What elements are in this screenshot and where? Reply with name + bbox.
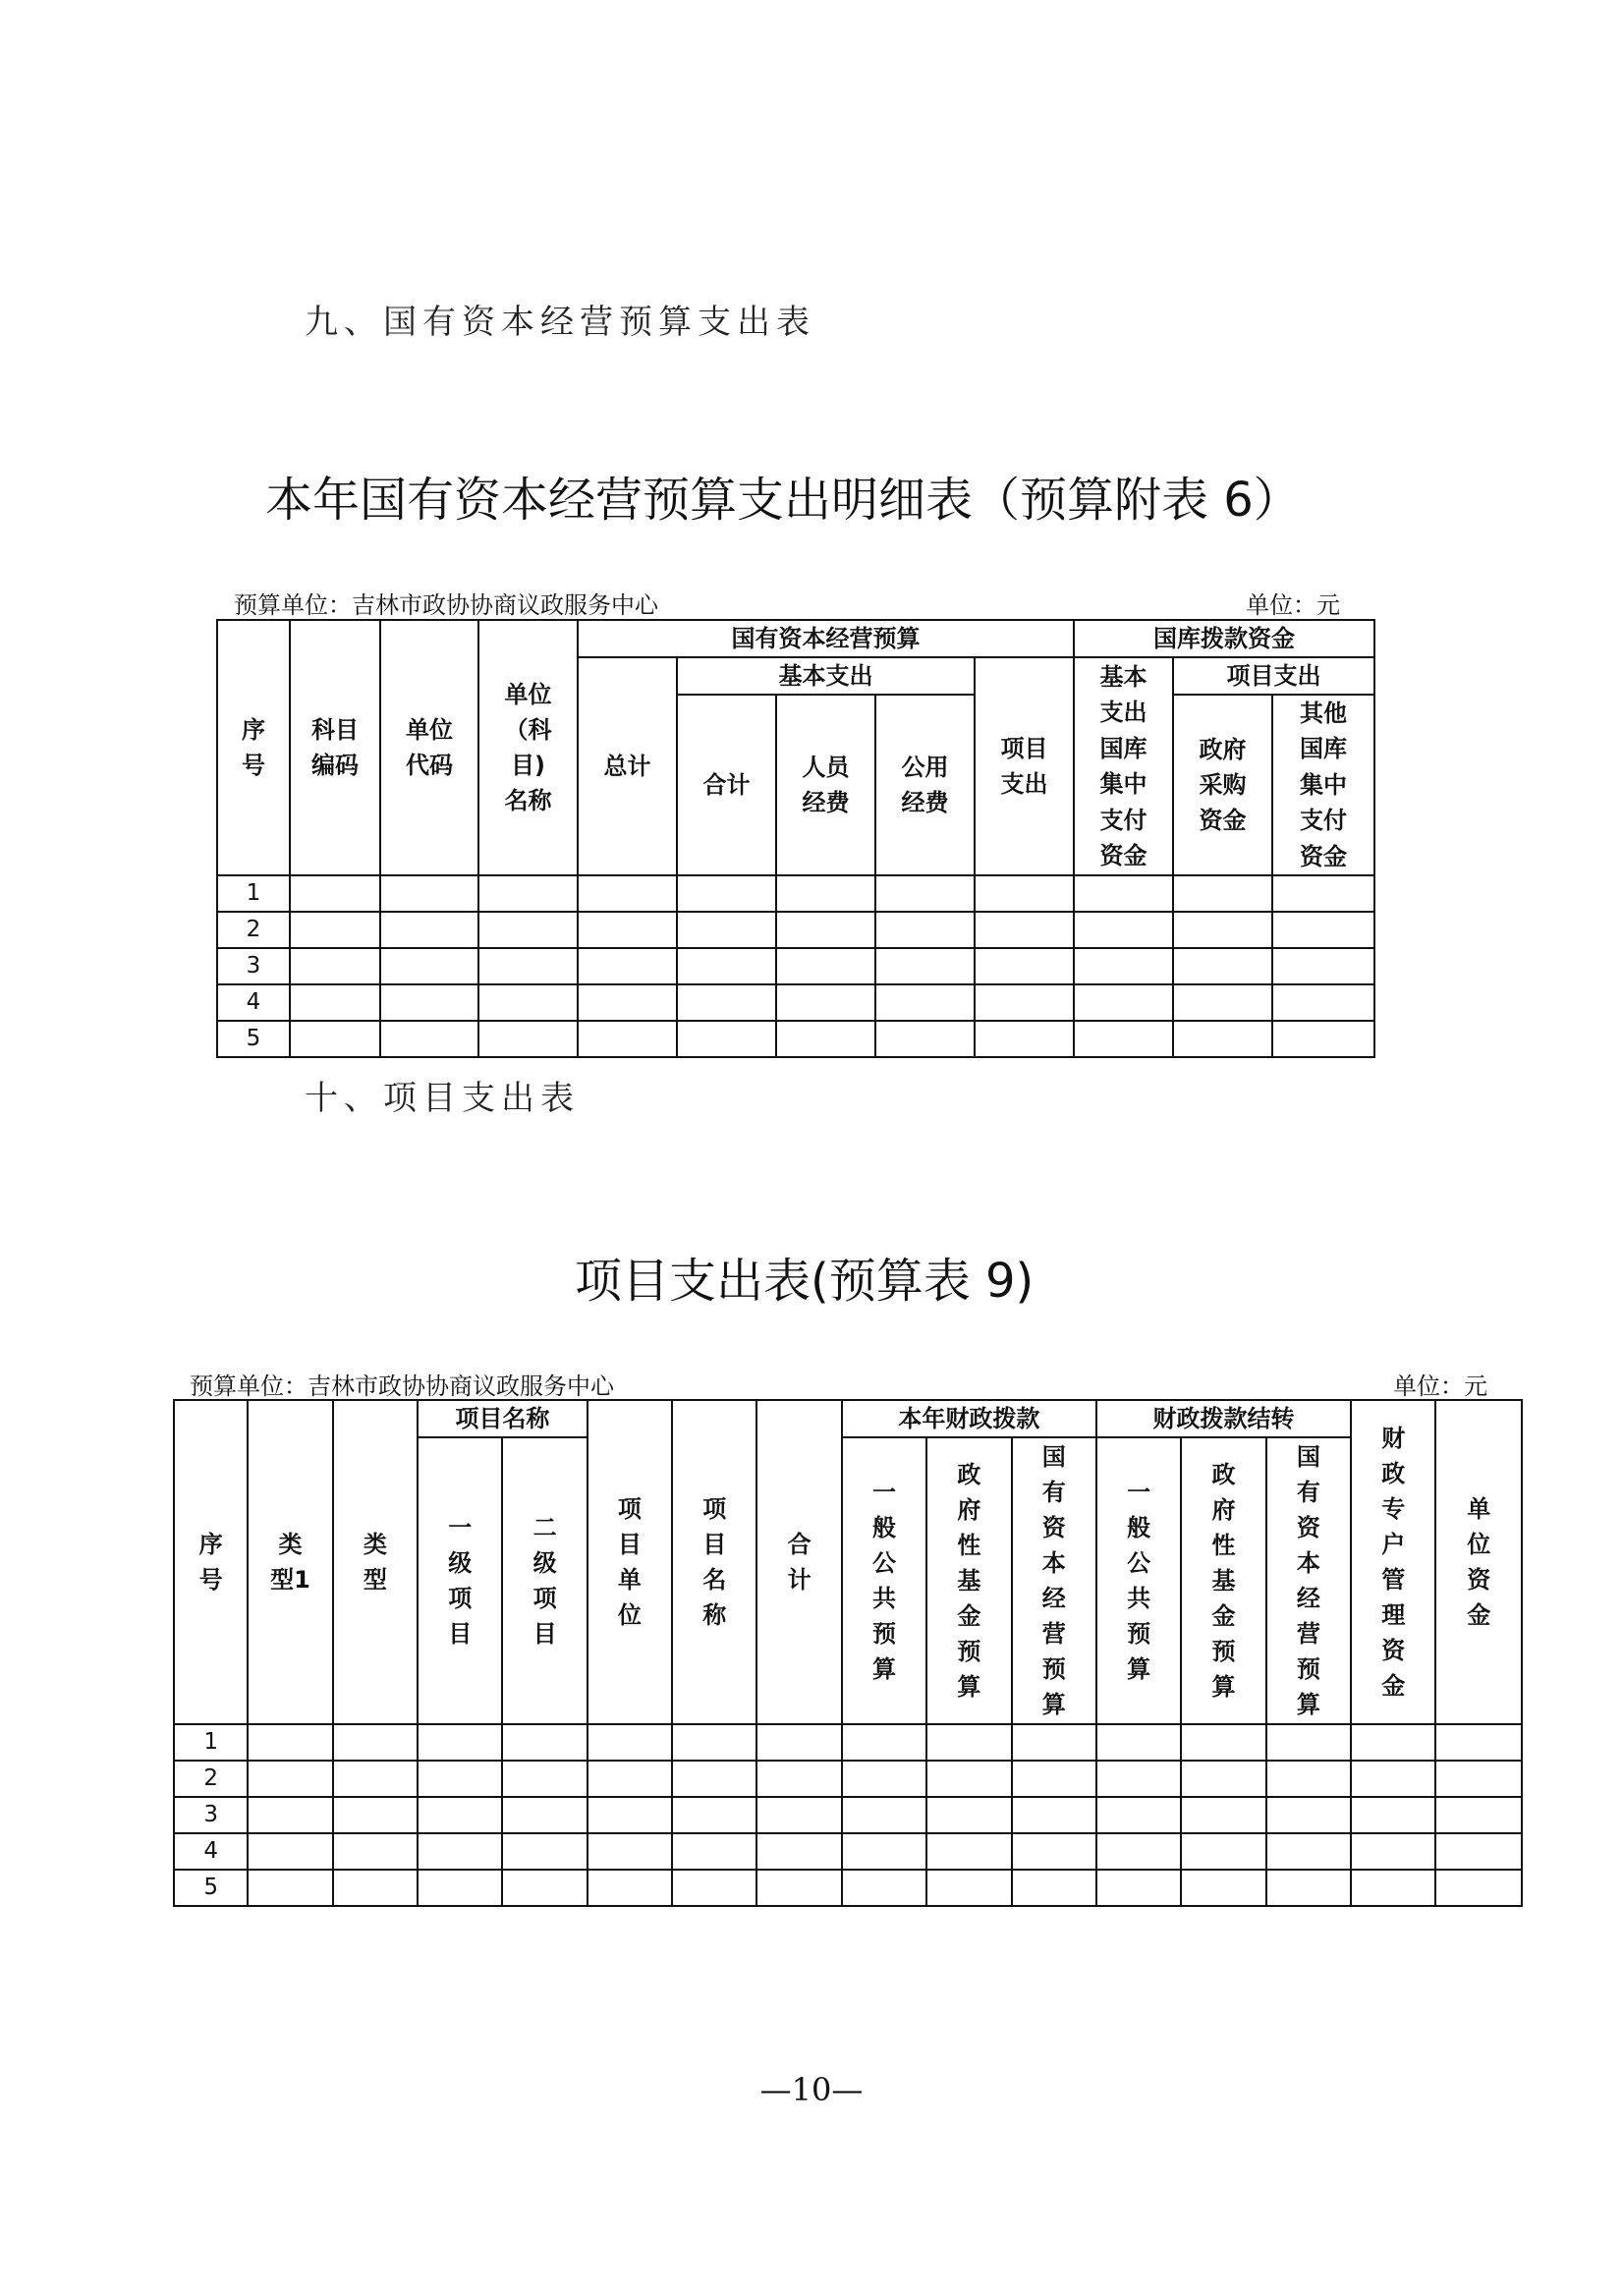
soe-budget-expense-table (216, 619, 1375, 1058)
header-total: 总计 (578, 657, 677, 875)
row-seq: 3 (174, 1797, 248, 1833)
header-unit-fund: 单位资金 (1435, 1400, 1522, 1724)
header-level1-project: 一级项目 (418, 1437, 502, 1724)
header-project-name: 项目名称 (672, 1400, 756, 1724)
table-row (217, 1021, 1374, 1057)
header-group-treasury: 国库拨款资金 (1074, 620, 1374, 657)
header-general-public-budget: 一般公共预算 (842, 1437, 926, 1724)
header-seq: 序号 (217, 620, 290, 875)
header-personnel: 人员经费 (776, 695, 875, 875)
header-subtotal: 合计 (677, 695, 776, 875)
row-seq: 4 (217, 984, 290, 1021)
budget-unit-label: 预算单位：吉林市政协协商议政服务中心 (190, 1372, 614, 1400)
table-row (217, 875, 1374, 912)
budget-unit-label: 预算单位：吉林市政协协商议政服务中心 (234, 591, 658, 619)
header-gov-fund-budget: 政府性基金预算 (926, 1437, 1011, 1724)
header-gov-procurement: 政府采购资金 (1173, 695, 1272, 875)
header-treasury-project-expense: 项目支出 (1173, 657, 1374, 695)
header-soe-budget: 国有资本经营预算 (1012, 1437, 1096, 1724)
header-subject-code: 科目编码 (290, 620, 380, 875)
header-general-public-budget-carryover: 一般公共预算 (1096, 1437, 1181, 1724)
table-row (174, 1724, 1522, 1761)
header-level2-project: 二级项目 (502, 1437, 587, 1724)
currency-unit-label: 单位：元 (1246, 591, 1340, 619)
table-row (174, 1797, 1522, 1833)
row-seq: 3 (217, 948, 290, 984)
table-row (217, 948, 1374, 984)
row-seq: 2 (174, 1761, 248, 1797)
table-row (217, 912, 1374, 948)
table-row (217, 984, 1374, 1021)
header-unit-name: 单位（科目)名称 (478, 620, 578, 875)
header-project-name-group: 项目名称 (418, 1400, 588, 1437)
row-seq: 4 (174, 1833, 248, 1870)
header-unit-code: 单位代码 (380, 620, 478, 875)
header-type: 类型 (333, 1400, 418, 1724)
header-basic-central-payment: 基本支出国库集中支付资金 (1074, 657, 1173, 875)
header-gov-fund-budget-carryover: 政府性基金预算 (1181, 1437, 1265, 1724)
table-title-9: 项目支出表(预算表 9) (575, 1254, 1035, 1309)
currency-unit-label: 单位：元 (1393, 1372, 1487, 1400)
row-seq: 5 (217, 1021, 290, 1057)
table-row (174, 1833, 1522, 1870)
header-public: 公用经费 (875, 695, 975, 875)
header-basic-expense: 基本支出 (677, 657, 975, 695)
header-soe-budget-carryover: 国有资本经营预算 (1266, 1437, 1351, 1724)
header-other-central-payment: 其他国库集中支付资金 (1272, 695, 1374, 875)
header-project-expense: 项目支出 (975, 657, 1074, 875)
table-row (174, 1761, 1522, 1797)
section-heading-9: 九、国有资本经营预算支出表 (305, 303, 815, 342)
header-project-unit: 项目单位 (588, 1400, 672, 1724)
project-expense-table (173, 1399, 1523, 1907)
row-seq: 2 (217, 912, 290, 948)
header-appropriation-carryover: 财政拨款结转 (1096, 1400, 1351, 1437)
table-title-6: 本年国有资本经营预算支出明细表（预算附表 6） (265, 473, 1301, 528)
table-row (174, 1870, 1522, 1906)
header-seq: 序号 (174, 1400, 248, 1724)
header-group-soe-budget: 国有资本经营预算 (578, 620, 1074, 657)
header-type1: 类型1 (248, 1400, 332, 1724)
header-total: 合计 (756, 1400, 841, 1724)
page-number: —10— (759, 2071, 864, 2108)
row-seq: 1 (174, 1724, 248, 1761)
header-special-account-fund: 财政专户管理资金 (1351, 1400, 1435, 1724)
header-current-year-appropriation: 本年财政拨款 (842, 1400, 1096, 1437)
row-seq: 5 (174, 1870, 248, 1906)
section-heading-10: 十、项目支出表 (305, 1079, 580, 1118)
row-seq: 1 (217, 875, 290, 912)
